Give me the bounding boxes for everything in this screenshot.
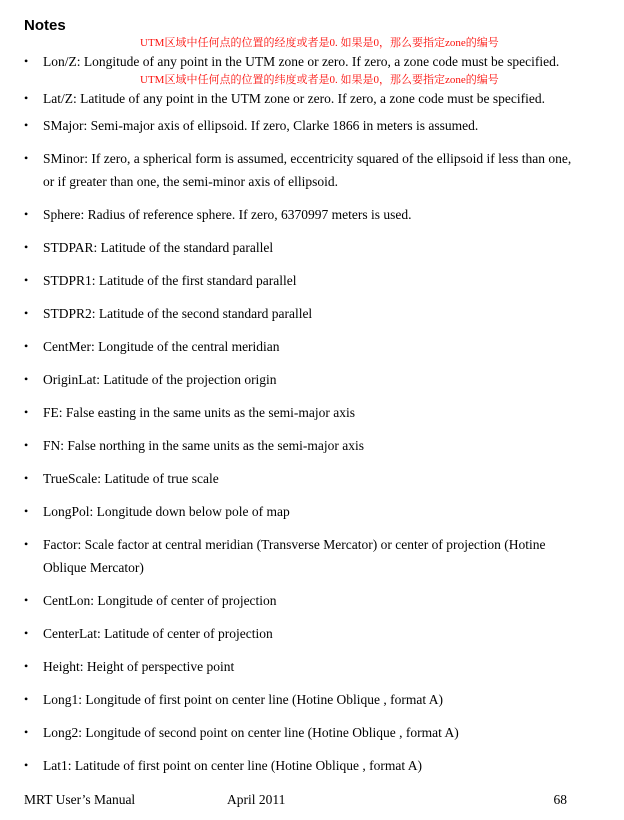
bullet-row <box>24 50 580 73</box>
bullet-row <box>24 589 580 612</box>
bullet-row <box>24 87 580 110</box>
bullet-text: Sphere: Radius of reference sphere. If zero, 6370997 meters is used. <box>43 207 412 222</box>
bullet-icon: • <box>24 273 29 287</box>
bullet-icon: • <box>24 339 29 353</box>
bullet-icon: • <box>24 372 29 386</box>
bullet-icon: • <box>24 725 29 739</box>
bullet-row <box>24 401 580 424</box>
bullet-icon: • <box>24 504 29 518</box>
bullet-text: OriginLat: Latitude of the projection origin <box>43 372 277 387</box>
bullet-icon: • <box>24 659 29 673</box>
bullet-row <box>24 721 580 744</box>
list-item <box>24 434 580 457</box>
bullet-icon: • <box>24 151 29 165</box>
list-item <box>24 721 580 744</box>
bullet-icon: • <box>24 626 29 640</box>
bullet-row <box>24 688 580 711</box>
bullet-text: Lon/Z: Longitude of any point in the UTM zone or zero. If zero, a zone code must be specified. <box>43 54 560 69</box>
list-item <box>24 622 580 645</box>
bullet-text: Factor: Scale factor at central meridian (Transverse Mercator) or center of projection (Hotine Oblique Mercator) <box>43 537 546 575</box>
bullet-text: CenterLat: Latitude of center of projection <box>43 626 273 641</box>
bullet-row <box>24 114 580 137</box>
list-item <box>24 500 580 523</box>
list-item <box>24 533 580 579</box>
list-item <box>24 589 580 612</box>
bullet-text: Lat/Z: Latitude of any point in the UTM zone or zero. If zero, a zone code must be specified. <box>43 91 545 106</box>
list-item <box>24 655 580 678</box>
list-item <box>24 335 580 358</box>
bullet-icon: • <box>24 306 29 320</box>
bullet-icon: • <box>24 471 29 485</box>
list-item <box>24 368 580 391</box>
list-item <box>24 754 580 777</box>
bullet-text: TrueScale: Latitude of true scale <box>43 471 219 486</box>
bullet-icon: • <box>24 692 29 706</box>
red-annotation-text: UTM区域中任何点的位置的纬度或者是0. 如果是0，那么要指定zone的编号 <box>140 74 499 86</box>
notes-list <box>24 37 580 777</box>
bullet-row <box>24 533 580 579</box>
red-annotation-text: UTM区域中任何点的位置的经度或者是0. 如果是0，那么要指定zone的编号 <box>140 37 499 49</box>
bullet-icon: • <box>24 240 29 254</box>
list-item <box>24 401 580 424</box>
bullet-text: STDPR1: Latitude of the first standard parallel <box>43 273 297 288</box>
footer-page-number: 68 <box>553 792 567 807</box>
bullet-icon: • <box>24 758 29 772</box>
bullet-text: CentLon: Longitude of center of projection <box>43 593 277 608</box>
bullet-text: STDPR2: Latitude of the second standard parallel <box>43 306 313 321</box>
bullet-icon: • <box>24 91 29 105</box>
document-page <box>24 17 580 787</box>
list-item <box>24 114 580 137</box>
footer-date: April 2011 <box>227 792 286 807</box>
bullet-row <box>24 368 580 391</box>
bullet-icon: • <box>24 54 29 68</box>
bullet-row <box>24 335 580 358</box>
bullet-icon: • <box>24 593 29 607</box>
bullet-row <box>24 203 580 226</box>
list-item <box>24 74 580 110</box>
bullet-icon: • <box>24 405 29 419</box>
bullet-row <box>24 655 580 678</box>
bullet-text: STDPAR: Latitude of the standard parallel <box>43 240 274 255</box>
bullet-row <box>24 467 580 490</box>
bullet-text: Lat1: Latitude of first point on center line (Hotine Oblique , format A) <box>43 758 423 773</box>
bullet-text: SMinor: If zero, a spherical form is assumed, eccentricity squared of the ellipsoid if less than one, or if greater than one, the semi-minor axis of ellipsoid. <box>43 151 572 189</box>
bullet-text: CentMer: Longitude of the central meridian <box>43 339 280 354</box>
bullet-text: FE: False easting in the same units as the semi-major axis <box>43 405 355 420</box>
list-item <box>24 147 580 193</box>
bullet-text: Height: Height of perspective point <box>43 659 235 674</box>
footer-manual-title: MRT User’s Manual <box>24 792 136 807</box>
bullet-icon: • <box>24 207 29 221</box>
bullet-text: Long1: Longitude of first point on center line (Hotine Oblique , format A) <box>43 692 444 707</box>
bullet-text: LongPol: Longitude down below pole of map <box>43 504 290 519</box>
list-item <box>24 236 580 259</box>
bullet-text: Long2: Longitude of second point on center line (Hotine Oblique , format A) <box>43 725 459 740</box>
list-item <box>24 37 580 73</box>
bullet-row <box>24 269 580 292</box>
list-item <box>24 269 580 292</box>
list-item <box>24 688 580 711</box>
bullet-row <box>24 500 580 523</box>
bullet-icon: • <box>24 537 29 551</box>
bullet-icon: • <box>24 118 29 132</box>
page-title: Notes <box>24 17 66 34</box>
bullet-row <box>24 434 580 457</box>
bullet-text: FN: False northing in the same units as the semi-major axis <box>43 438 364 453</box>
bullet-icon: • <box>24 438 29 452</box>
list-item <box>24 203 580 226</box>
bullet-row <box>24 622 580 645</box>
bullet-row <box>24 147 580 193</box>
page-footer <box>0 791 624 811</box>
list-item <box>24 467 580 490</box>
bullet-row <box>24 754 580 777</box>
bullet-text: SMajor: Semi-major axis of ellipsoid. If zero, Clarke 1866 in meters is assumed. <box>43 118 479 133</box>
list-item <box>24 302 580 325</box>
bullet-row <box>24 236 580 259</box>
bullet-row <box>24 302 580 325</box>
